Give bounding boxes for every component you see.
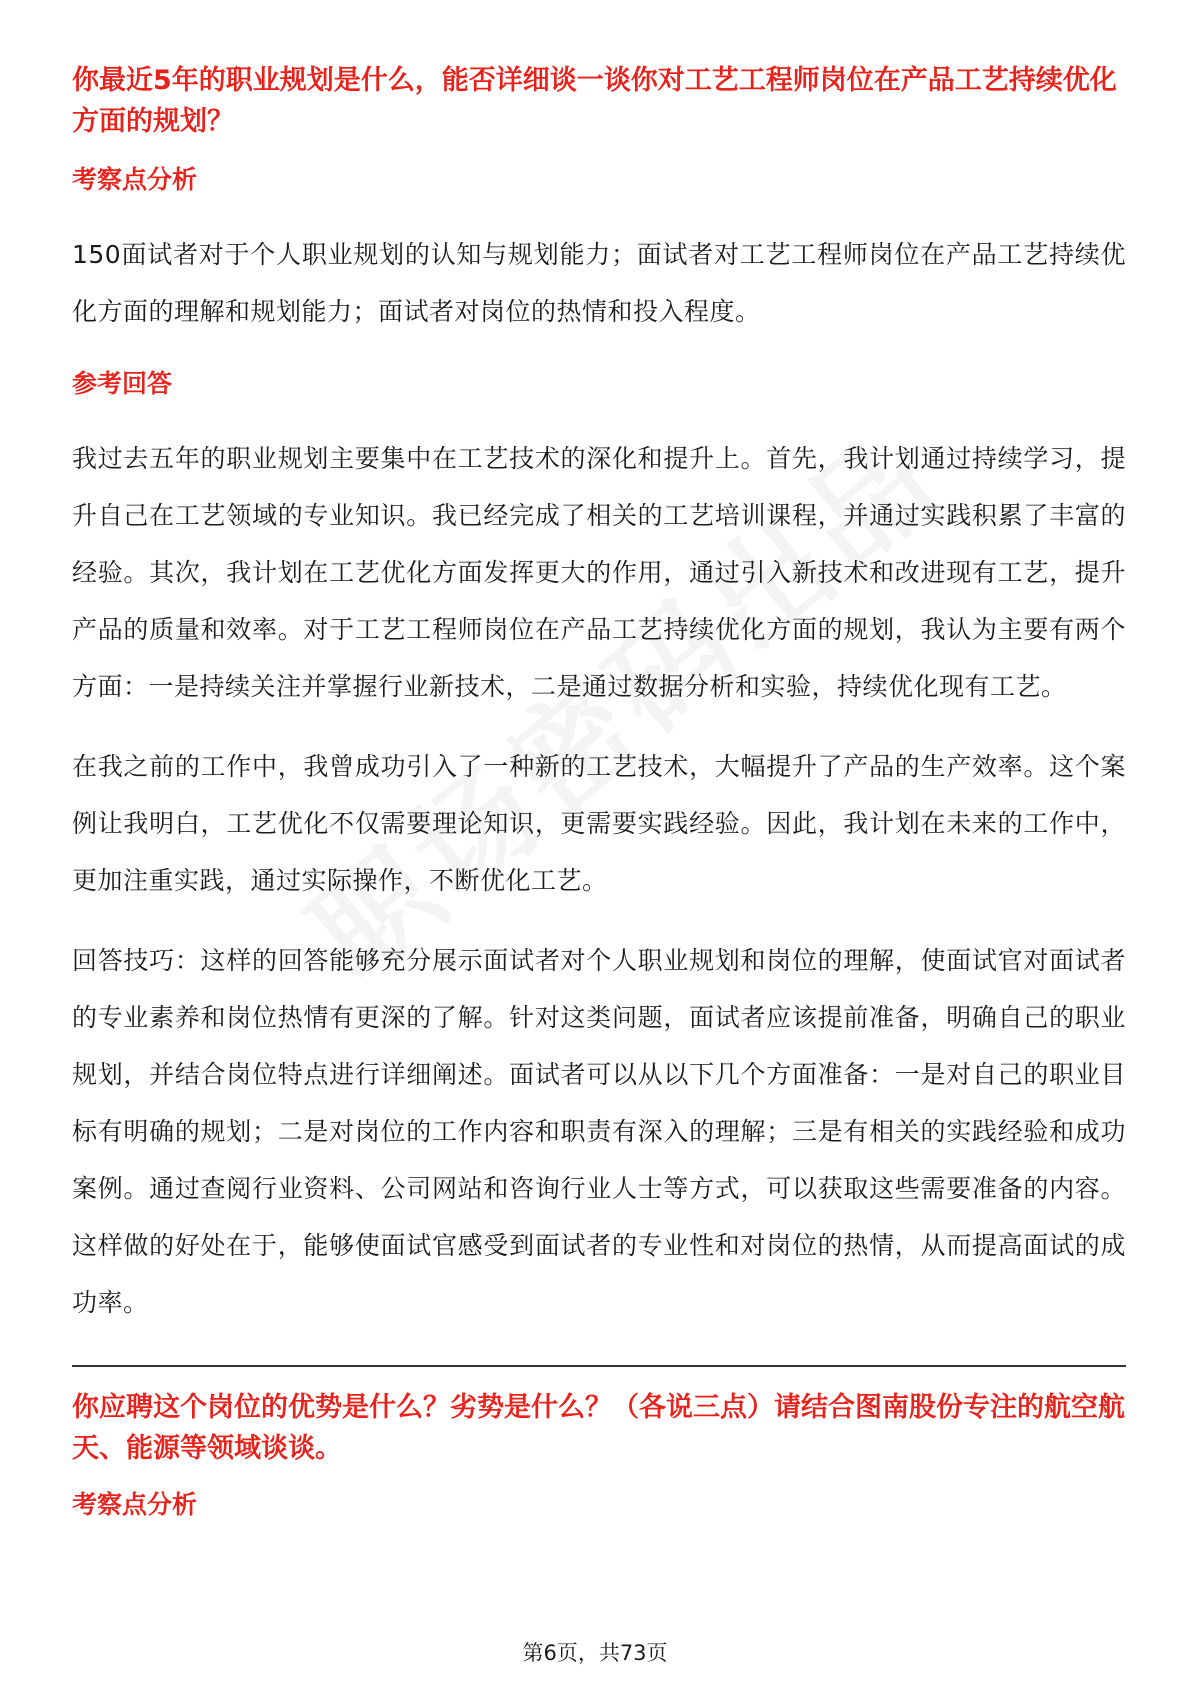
analysis-heading-2: 考察点分析: [72, 1490, 198, 1519]
answer-heading-1: 参考回答: [72, 369, 173, 398]
question-2-title: 你应聘这个岗位的优势是什么？劣势是什么？（各说三点）请结合图南股份专注的航空航天、能源等领域谈谈。: [72, 1392, 1125, 1464]
analysis-heading-1: 考察点分析: [72, 165, 198, 194]
answer-paragraph: 我过去五年的职业规划主要集中在工艺技术的深化和提升上。首先，我计划通过持续学习，提升自己在工艺领域的专业知识。我已经完成了相关的工艺培训课程，并通过实践积累了丰富的经验。其次，我计划在工艺优化方面发挥更大的作用，通过引入新技术和改进现有工艺，提升产品的质量和效率。对于工艺工程师岗位在产品工艺持续优化方面的规划，我认为主要有两个方面：一是持续关注并掌握行业新技术，二是通过数据分析和实验，持续优化现有工艺。: [72, 444, 1126, 701]
analysis-text-1: 150面试者对于个人职业规划的认知与规划能力；面试者对工艺工程师岗位在产品工艺持续优化方面的理解和规划能力；面试者对岗位的热情和投入程度。: [72, 240, 1126, 326]
page-number-footer: 第6页，共73页: [522, 1641, 668, 1665]
answer-paragraph: 在我之前的工作中，我曾成功引入了一种新的工艺技术，大幅提升了产品的生产效率。这个案例让我明白，工艺优化不仅需要理论知识，更需要实践经验。因此，我计划在未来的工作中，更加注重实践，通过实际操作，不断优化工艺。: [72, 752, 1126, 895]
answer-tips-paragraph: 回答技巧：这样的回答能够充分展示面试者对个人职业规划和岗位的理解，使面试官对面试者的专业素养和岗位热情有更深的了解。针对这类问题，面试者应该提前准备，明确自己的职业规划，并结合岗位特点进行详细阐述。面试者可以从以下几个方面准备：一是对自己的职业目标有明确的规划；二是对岗位的工作内容和职责有深入的理解；三是有相关的实践经验和成功案例。通过查阅行业资料、公司网站和咨询行业人士等方式，可以获取这些需要准备的内容。这样做的好处在于，能够使面试官感受到面试者的专业性和对岗位的热情，从而提高面试的成功率。: [72, 946, 1126, 1317]
document-page: [72, 60, 1126, 1523]
question-1-title: 你最近5年的职业规划是什么，能否详细谈一谈你对工艺工程师岗位在产品工艺持续优化方面的规划？: [72, 65, 1117, 137]
